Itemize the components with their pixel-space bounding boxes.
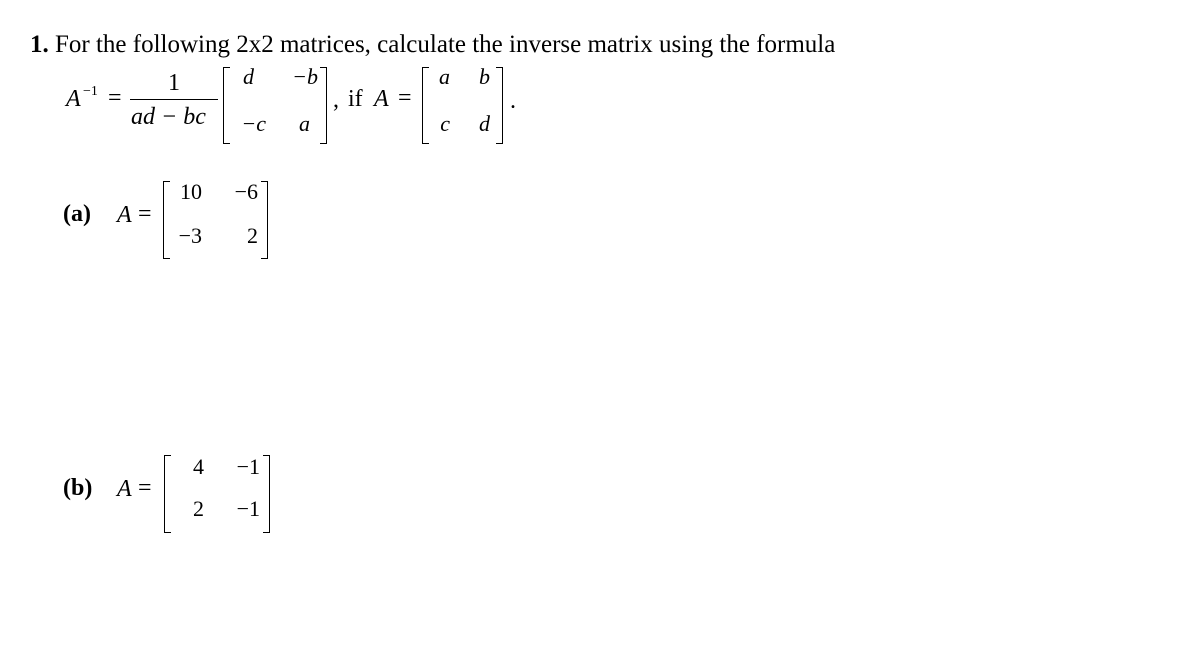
fraction-numerator: 1 <box>168 70 180 96</box>
formula-matrix-right-bracket <box>320 67 327 144</box>
matrix-cell: −1 <box>236 454 260 479</box>
matrix-right-bracket <box>263 455 270 533</box>
part-var: A <box>117 476 132 502</box>
definition-matrix-cell: c <box>440 111 450 136</box>
formula-matrix-left-bracket <box>223 67 230 144</box>
question-text: For the following 2x2 matrices, calculate the inverse matrix using the formula <box>55 31 836 58</box>
matrix-cell: 10 <box>180 179 202 204</box>
part-equals: = <box>138 201 152 227</box>
matrix-cell: −6 <box>234 179 258 204</box>
definition-matrix-right-bracket <box>496 67 503 144</box>
formula-matrix-cell: −b <box>292 64 318 89</box>
formula-lhs: A <box>66 86 81 112</box>
formula-matrix-cell: −c <box>241 111 266 136</box>
formula-lhs-superscript: −1 <box>83 84 98 99</box>
question-number: 1. <box>30 31 49 58</box>
matrix-cell: −3 <box>178 223 202 248</box>
matrix-cell: −1 <box>236 496 260 521</box>
fraction-denominator: ad − bc <box>131 104 206 130</box>
formula-period: . <box>510 88 516 114</box>
formula-comma: , <box>333 87 339 113</box>
definition-matrix-cell: a <box>439 64 450 89</box>
matrix-left-bracket <box>164 455 171 533</box>
formula-if-var: A <box>374 86 389 112</box>
formula-matrix-cell: a <box>299 111 310 136</box>
formula-if-equals: = <box>398 85 412 111</box>
matrix-cell: 2 <box>193 496 204 521</box>
formula-equals: = <box>108 85 122 111</box>
fraction-bar <box>130 99 218 100</box>
part-equals: = <box>138 475 152 501</box>
formula-matrix-cell: d <box>243 64 254 89</box>
part-label: (b) <box>63 475 93 501</box>
part-label: (a) <box>63 201 91 227</box>
matrix-cell: 2 <box>247 223 258 248</box>
matrix-cell: 4 <box>193 454 204 479</box>
matrix-right-bracket <box>261 181 268 259</box>
question-heading <box>30 31 835 59</box>
formula-if-text: if <box>348 86 363 112</box>
definition-matrix-cell: d <box>479 111 490 136</box>
definition-matrix-cell: b <box>479 64 490 89</box>
definition-matrix-left-bracket <box>422 67 429 144</box>
part-var: A <box>117 202 132 228</box>
